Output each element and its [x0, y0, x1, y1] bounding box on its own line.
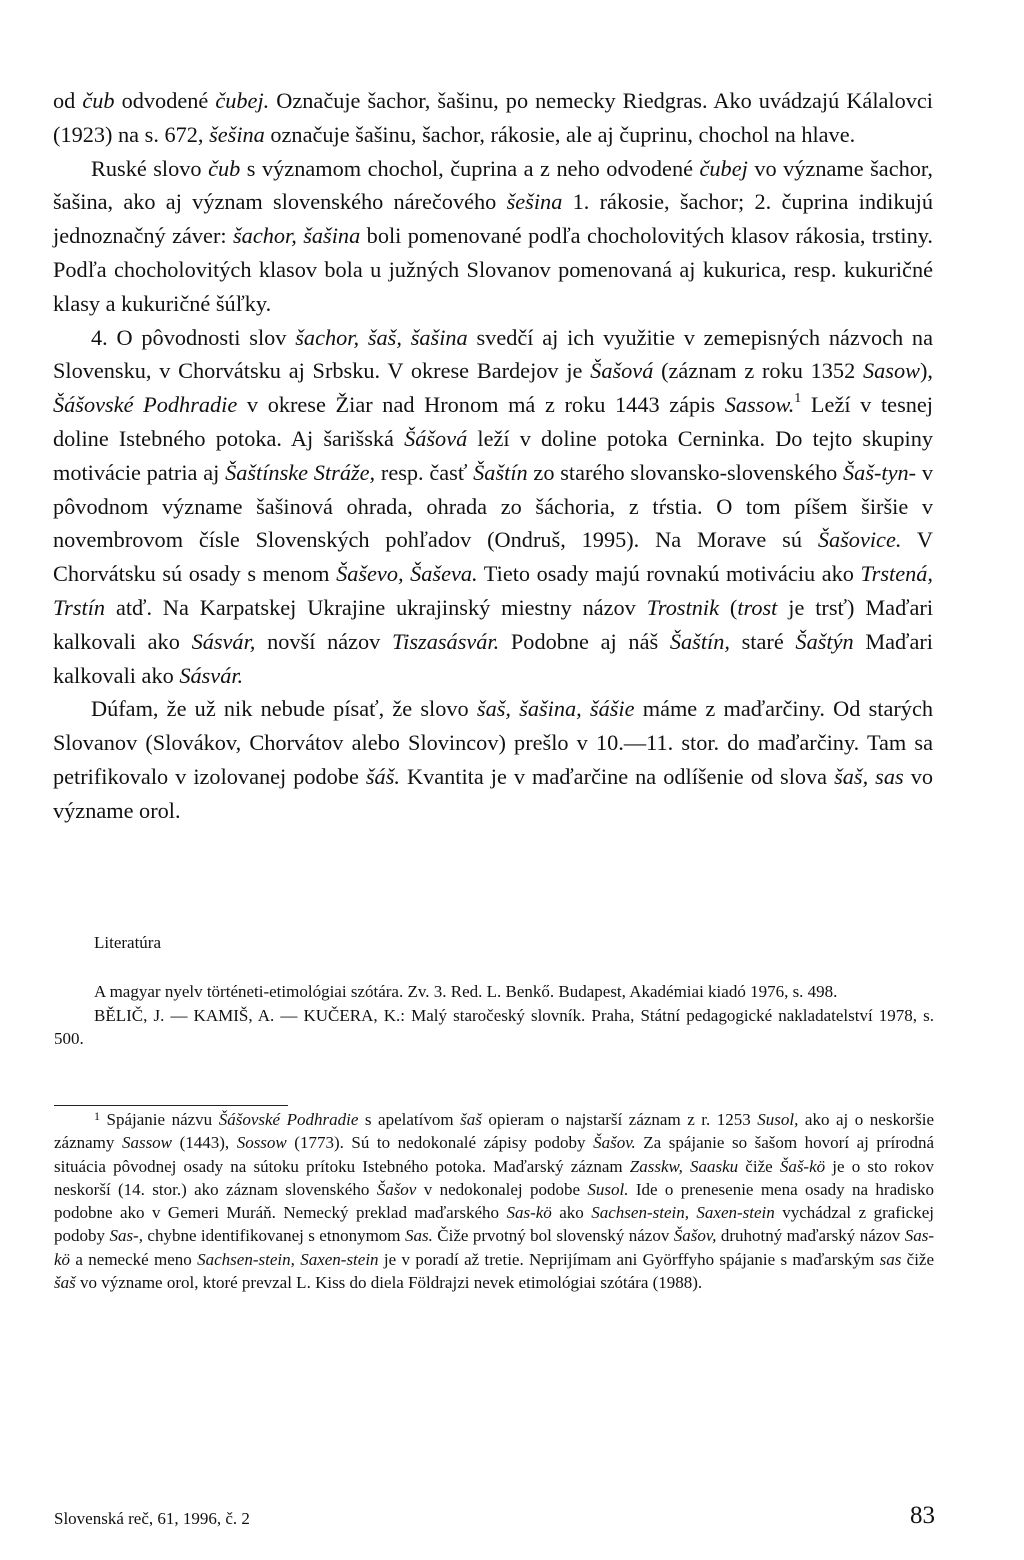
- footnote-marker: 1: [94, 1109, 100, 1123]
- reference-item: A magyar nyelv történeti-etimológiai szótára. Zv. 3. Red. L. Benkő. Budapest, Akadémiai kiadó 1976, s. 498.: [94, 982, 838, 1001]
- footnote-divider: [54, 1105, 288, 1106]
- reference-list: [54, 980, 934, 1051]
- reference-item: BĚLIČ, J. — KAMIŠ, A. — KUČERA, K.: Malý staročeský slovník. Praha, Státní pedagogické nakladatelství 1978, s. 500.: [54, 1005, 934, 1048]
- article-body: [53, 84, 933, 828]
- footnote: [54, 1108, 934, 1294]
- paragraph: od čub odvodené čubej. Označuje šachor, šašinu, po nemecky Riedgras. Ako uvádzajú Kálalovci (1923) na s. 672, šešina označuje šašinu, šachor, rákosie, ale aj čuprinu, chochol na hlave.: [53, 88, 933, 147]
- footnote-text: $^1$ Spájanie názvu Šášovské Podhradie s apelatívom šaš opieram o najstarší záznam z r. 1253 Susol, ako aj o neskoršie záznamy Sassow (1443), Sossow (1773). Sú to nedokonalé zápisy podoby Šašov. Za spájanie so šašom hovorí aj prírodná situácia pôvodnej osady na sútoku prítoku Istebného potoka. Maďarský záznam Zasskw, Saasku čiže Šaš-kö je o sto rokov neskorší (14. stor.) ako záznam slovenského Šašov v nedokonalej podobe Susol. Ide o prenesenie mena osady na hradisko podobne ako v Gemeri Muráň. Nemecký preklad maďarského Sas-kö ako Sachsen-stein, Saxen-stein vychádzal z grafickej podoby Sas-, chybne identifikovanej s etnonymom Sas. Čiže prvotný bol slovenský názov Šašov, druhotný maďarský názov Sas-kö a nemecké meno Sachsen-stein, Saxen-stein je v poradí až tretie. Neprijímam ani Györffyho spájanie s maďarským sas čiže šaš vo význame orol, ktoré prevzal L. Kiss do diela Földrajzi nevek etimológiai szótára (1988).: [54, 1109, 935, 1293]
- literature-heading: Literatúra: [94, 933, 162, 952]
- page-number: 83: [910, 1502, 935, 1529]
- paragraph: Dúfam, že už nik nebude písať, že slovo šaš, šašina, šášie máme z maďarčiny. Od starých Slovanov (Slovákov, Chorvátov alebo Slovincov) prešlo v 10.—11. stor. do maďarčiny. Tam sa petrifikovalo v izolovanej podobe šáš. Kvantita je v maďarčine na odlíšenie od slova šaš, sas vo význame orol.: [53, 696, 934, 823]
- paragraph: Ruské slovo čub s významom chochol, čuprina a z neho odvodené čubej vo význame šachor, šašina, ako aj význam slovenského nárečového šešina 1. rákosie, šachor; 2. čuprina indikujú jednoznačný záver: šachor, šašina boli pomenované podľa chocholovitých klasov rákosia, trstiny. Podľa chocholovitých klasov bola u južných Slovanov pomenovaná aj kukurica, resp. kukuričné klasy a kukuričné šúľky.: [53, 155, 934, 316]
- paragraph: 4. O pôvodnosti slov šachor, šaš, šašina svedčí aj ich využitie v zemepisných názvoch na Slovensku, v Chorvátsku aj Srbsku. V okrese Bardejov je Šašová (záznam z roku 1352 Sasow), Šášovské Podhradie v okrese Žiar nad Hronom má z roku 1443 zápis Sassow.$^1$ Leží v tesnej doline Istebného potoka. Aj šarišská Šášová leží v doline potoka Cerninka. Do tejto skupiny motivácie patria aj Šaštínske Stráže, resp. časť Šaštín zo starého slovansko-slovenského Šaš-tyn- v pôvodnom význame šašinová ohrada, ohrada zo šáchoria, z tŕstia. O tom píšem širšie v novembrovom čísle Slovenských pohľadov (Ondruš, 1995). Na Morave sú Šašovice. V Chorvátsku sú osady s menom Šaševo, Šaševa. Tieto osady majú rovnakú motiváciu ako Trstená, Trstín atď. Na Karpatskej Ukrajine ukrajinský miestny názov Trostnik (trost je trsť) Maďari kalkovali ako Sásvár, novší názov Tiszasásvár. Podobne aj náš Šaštín, staré Šaštýn Maďari kalkovali ako Sásvár.: [53, 324, 934, 688]
- journal-citation: Slovenská reč, 61, 1996, č. 2: [54, 1509, 250, 1528]
- footnote-reference: 1: [794, 391, 802, 407]
